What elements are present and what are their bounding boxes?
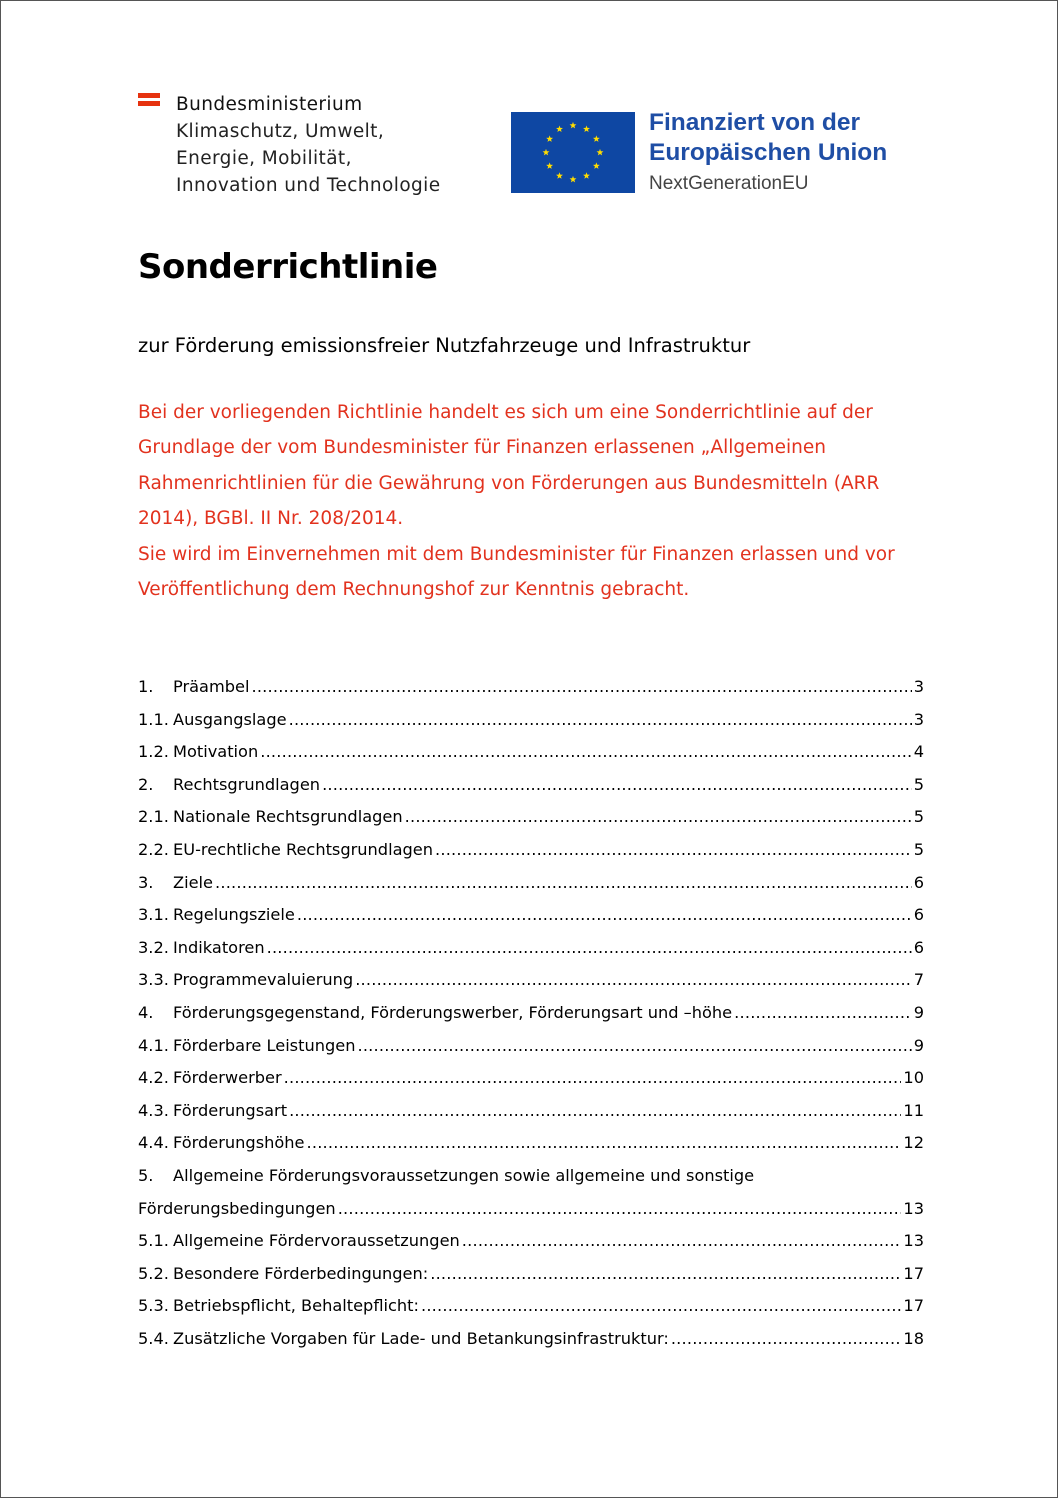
toc-entry-title: Besondere Förderbedingungen: <box>173 1263 429 1283</box>
toc-entry-page: 10 <box>903 1068 924 1088</box>
table-of-contents <box>138 671 924 1355</box>
toc-entry[interactable] <box>138 1160 924 1193</box>
toc-entry-title: Ausgangslage <box>173 709 287 729</box>
toc-entry-title: Förderungsgegenstand, Förderungswerber, Förderungsart und –höhe <box>173 1002 733 1022</box>
toc-leader-dots <box>297 899 912 932</box>
toc-entry-number: 4. <box>138 1002 154 1022</box>
toc-entry-number: 3. <box>138 872 154 892</box>
austria-flag-icon <box>138 93 160 109</box>
ministry-line: Innovation und Technologie <box>176 175 441 196</box>
toc-entry-number: 5.3. <box>138 1296 169 1316</box>
toc-entry-page: 12 <box>903 1133 924 1153</box>
toc-entry-number: 3.2. <box>138 937 169 957</box>
toc-entry-title: Programmevaluierung <box>173 970 354 990</box>
toc-entry-title: Motivation <box>173 742 259 762</box>
eu-star-icon <box>546 162 553 169</box>
toc-entry-title: Indikatoren <box>173 937 265 957</box>
toc-leader-dots <box>284 1062 902 1095</box>
page-title: Sonderrichtlinie <box>138 247 438 287</box>
toc-entry[interactable] <box>138 1095 924 1128</box>
toc-entry[interactable] <box>138 671 924 704</box>
ministry-line: Bundesministerium <box>176 94 363 115</box>
toc-entry-page: 9 <box>913 1035 924 1055</box>
toc-leader-dots <box>462 1225 902 1258</box>
toc-entry-title: Ziele <box>173 872 214 892</box>
eu-funding-line1: Finanziert von der <box>649 109 861 136</box>
toc-entry[interactable] <box>138 1225 924 1258</box>
eu-star-icon <box>543 149 550 156</box>
toc-leader-dots <box>357 1030 911 1063</box>
toc-entry-number: 4.2. <box>138 1068 169 1088</box>
toc-entry-number: 3.3. <box>138 970 169 990</box>
eu-flag-icon <box>511 112 635 193</box>
legal-note-line: Sie wird im Einvernehmen mit dem Bundesminister für Finanzen erlassen und vor <box>138 543 895 565</box>
toc-entry-title: Allgemeine Fördervoraussetzungen <box>173 1231 460 1251</box>
toc-entry[interactable] <box>138 769 924 802</box>
toc-entry[interactable] <box>138 1258 924 1291</box>
legal-note <box>138 395 938 607</box>
eu-star-icon <box>583 126 590 133</box>
toc-entry-title: Allgemeine Förderungsvoraussetzungen sowie allgemeine und sonstige <box>173 1165 755 1185</box>
legal-note-line: Bei der vorliegenden Richtlinie handelt es sich um eine Sonderrichtlinie auf der <box>138 402 873 423</box>
toc-entry-number: 5.2. <box>138 1263 169 1283</box>
toc-leader-dots <box>289 704 912 737</box>
toc-leader-dots <box>421 1290 901 1323</box>
eu-star-icon <box>556 126 563 133</box>
toc-entry-page: 3 <box>913 709 924 729</box>
toc-entry-number: 2. <box>138 774 154 794</box>
eu-funding-label <box>649 108 887 197</box>
eu-star-icon <box>570 176 577 183</box>
toc-entry-title: Regelungsziele <box>173 905 295 925</box>
toc-entry-title: Präambel <box>173 677 250 696</box>
toc-entry[interactable] <box>138 1062 924 1095</box>
toc-entry[interactable] <box>138 867 924 900</box>
toc-entry-number: 5.1. <box>138 1231 169 1251</box>
eu-star-icon <box>556 172 563 179</box>
toc-entry-page: 11 <box>903 1100 924 1120</box>
toc-entry-title: Förderungsart <box>173 1100 288 1120</box>
toc-entry-page: 5 <box>913 807 924 827</box>
toc-entry-page: 9 <box>913 1002 924 1022</box>
toc-entry-number: 4.1. <box>138 1035 169 1055</box>
toc-entry-page: 17 <box>903 1263 924 1283</box>
toc-entry-page: 17 <box>903 1296 924 1316</box>
toc-entry-page: 3 <box>913 677 924 696</box>
eu-funding-line2: Europäischen Union <box>649 139 888 166</box>
toc-entry-title: EU-rechtliche Rechtsgrundlagen <box>173 839 433 859</box>
eu-star-icon <box>593 135 600 142</box>
toc-entry[interactable] <box>138 801 924 834</box>
toc-entry[interactable] <box>138 704 924 737</box>
toc-entry-title: Förderungsbedingungen <box>138 1198 336 1218</box>
toc-entry[interactable] <box>138 1127 924 1160</box>
toc-entry-number: 2.1. <box>138 807 169 827</box>
toc-entry-page: 5 <box>913 774 924 794</box>
toc-entry[interactable] <box>138 1030 924 1063</box>
toc-entry-title: Rechtsgrundlagen <box>173 774 321 794</box>
eu-star-icon <box>546 135 553 142</box>
toc-entry-number: 5.4. <box>138 1328 169 1348</box>
eu-star-icon <box>597 149 604 156</box>
toc-entry-page: 5 <box>913 839 924 859</box>
toc-entry-number: 5. <box>138 1165 154 1185</box>
toc-entry-number: 3.1. <box>138 905 169 925</box>
toc-entry-page: 6 <box>913 905 924 925</box>
toc-entry[interactable] <box>138 1290 924 1323</box>
toc-leader-dots <box>338 1193 902 1226</box>
toc-entry[interactable] <box>138 736 924 769</box>
toc-entry-number: 4.4. <box>138 1133 169 1153</box>
toc-leader-dots <box>215 867 912 900</box>
eu-star-icon <box>583 172 590 179</box>
toc-entry[interactable] <box>138 964 924 997</box>
toc-entry-page: 6 <box>913 872 924 892</box>
ministry-line: Energie, Mobilität, <box>176 148 352 169</box>
toc-entry-page: 4 <box>913 742 924 762</box>
eu-star-icon <box>570 122 577 129</box>
toc-entry-page: 18 <box>903 1328 924 1348</box>
toc-entry-title: Förderbare Leistungen <box>173 1035 356 1055</box>
toc-entry-continuation[interactable] <box>138 1193 924 1226</box>
toc-leader-dots <box>307 1127 902 1160</box>
toc-entry[interactable] <box>138 932 924 965</box>
toc-leader-dots <box>355 964 911 997</box>
toc-leader-dots <box>405 801 912 834</box>
toc-leader-dots <box>430 1258 901 1291</box>
toc-entry-number: 1.1. <box>138 709 169 729</box>
ministry-line: Klimaschutz, Umwelt, <box>176 121 385 142</box>
toc-leader-dots <box>435 834 912 867</box>
toc-entry-title: Förderwerber <box>173 1068 282 1088</box>
toc-entry-title: Nationale Rechtsgrundlagen <box>173 807 403 827</box>
toc-entry-number: 1. <box>138 677 154 696</box>
eu-funding-line3: NextGenerationEU <box>649 173 809 194</box>
toc-entry[interactable] <box>138 834 924 867</box>
toc-entry-number: 2.2. <box>138 839 169 859</box>
toc-entry-page: 13 <box>903 1231 924 1251</box>
toc-leader-dots <box>251 671 911 704</box>
toc-entry-title: Förderungshöhe <box>173 1133 305 1153</box>
toc-entry[interactable] <box>138 997 924 1030</box>
toc-leader-dots <box>322 769 912 802</box>
toc-leader-dots <box>671 1323 902 1356</box>
toc-entry-title: Betriebspflicht, Behaltepflicht: <box>173 1296 419 1316</box>
ministry-name <box>176 91 496 199</box>
toc-entry-title: Zusätzliche Vorgaben für Lade- und Betankungsinfrastruktur: <box>173 1328 669 1348</box>
toc-leader-dots <box>734 997 912 1030</box>
toc-entry[interactable] <box>138 899 924 932</box>
toc-entry-page: 13 <box>903 1198 924 1218</box>
page-subtitle: zur Förderung emissionsfreier Nutzfahrzeuge und Infrastruktur <box>138 334 751 357</box>
toc-leader-dots <box>267 932 912 965</box>
toc-leader-dots <box>260 736 911 769</box>
legal-note-line: Grundlage der vom Bundesminister für Finanzen erlassenen „Allgemeinen <box>138 437 826 459</box>
toc-leader-dots <box>289 1095 901 1128</box>
toc-entry[interactable] <box>138 1323 924 1356</box>
toc-entry-number: 4.3. <box>138 1100 169 1120</box>
legal-note-line: Veröffentlichung dem Rechnungshof zur Kenntnis gebracht. <box>138 579 690 601</box>
legal-note-line: Rahmenrichtlinien für die Gewährung von Förderungen aus Bundesmitteln (ARR <box>138 472 880 494</box>
eu-star-icon <box>593 162 600 169</box>
legal-note-line: 2014), BGBl. II Nr. 208/2014. <box>138 508 404 530</box>
toc-entry-page: 6 <box>913 937 924 957</box>
toc-entry-page: 7 <box>913 970 924 990</box>
toc-entry-number: 1.2. <box>138 742 169 762</box>
